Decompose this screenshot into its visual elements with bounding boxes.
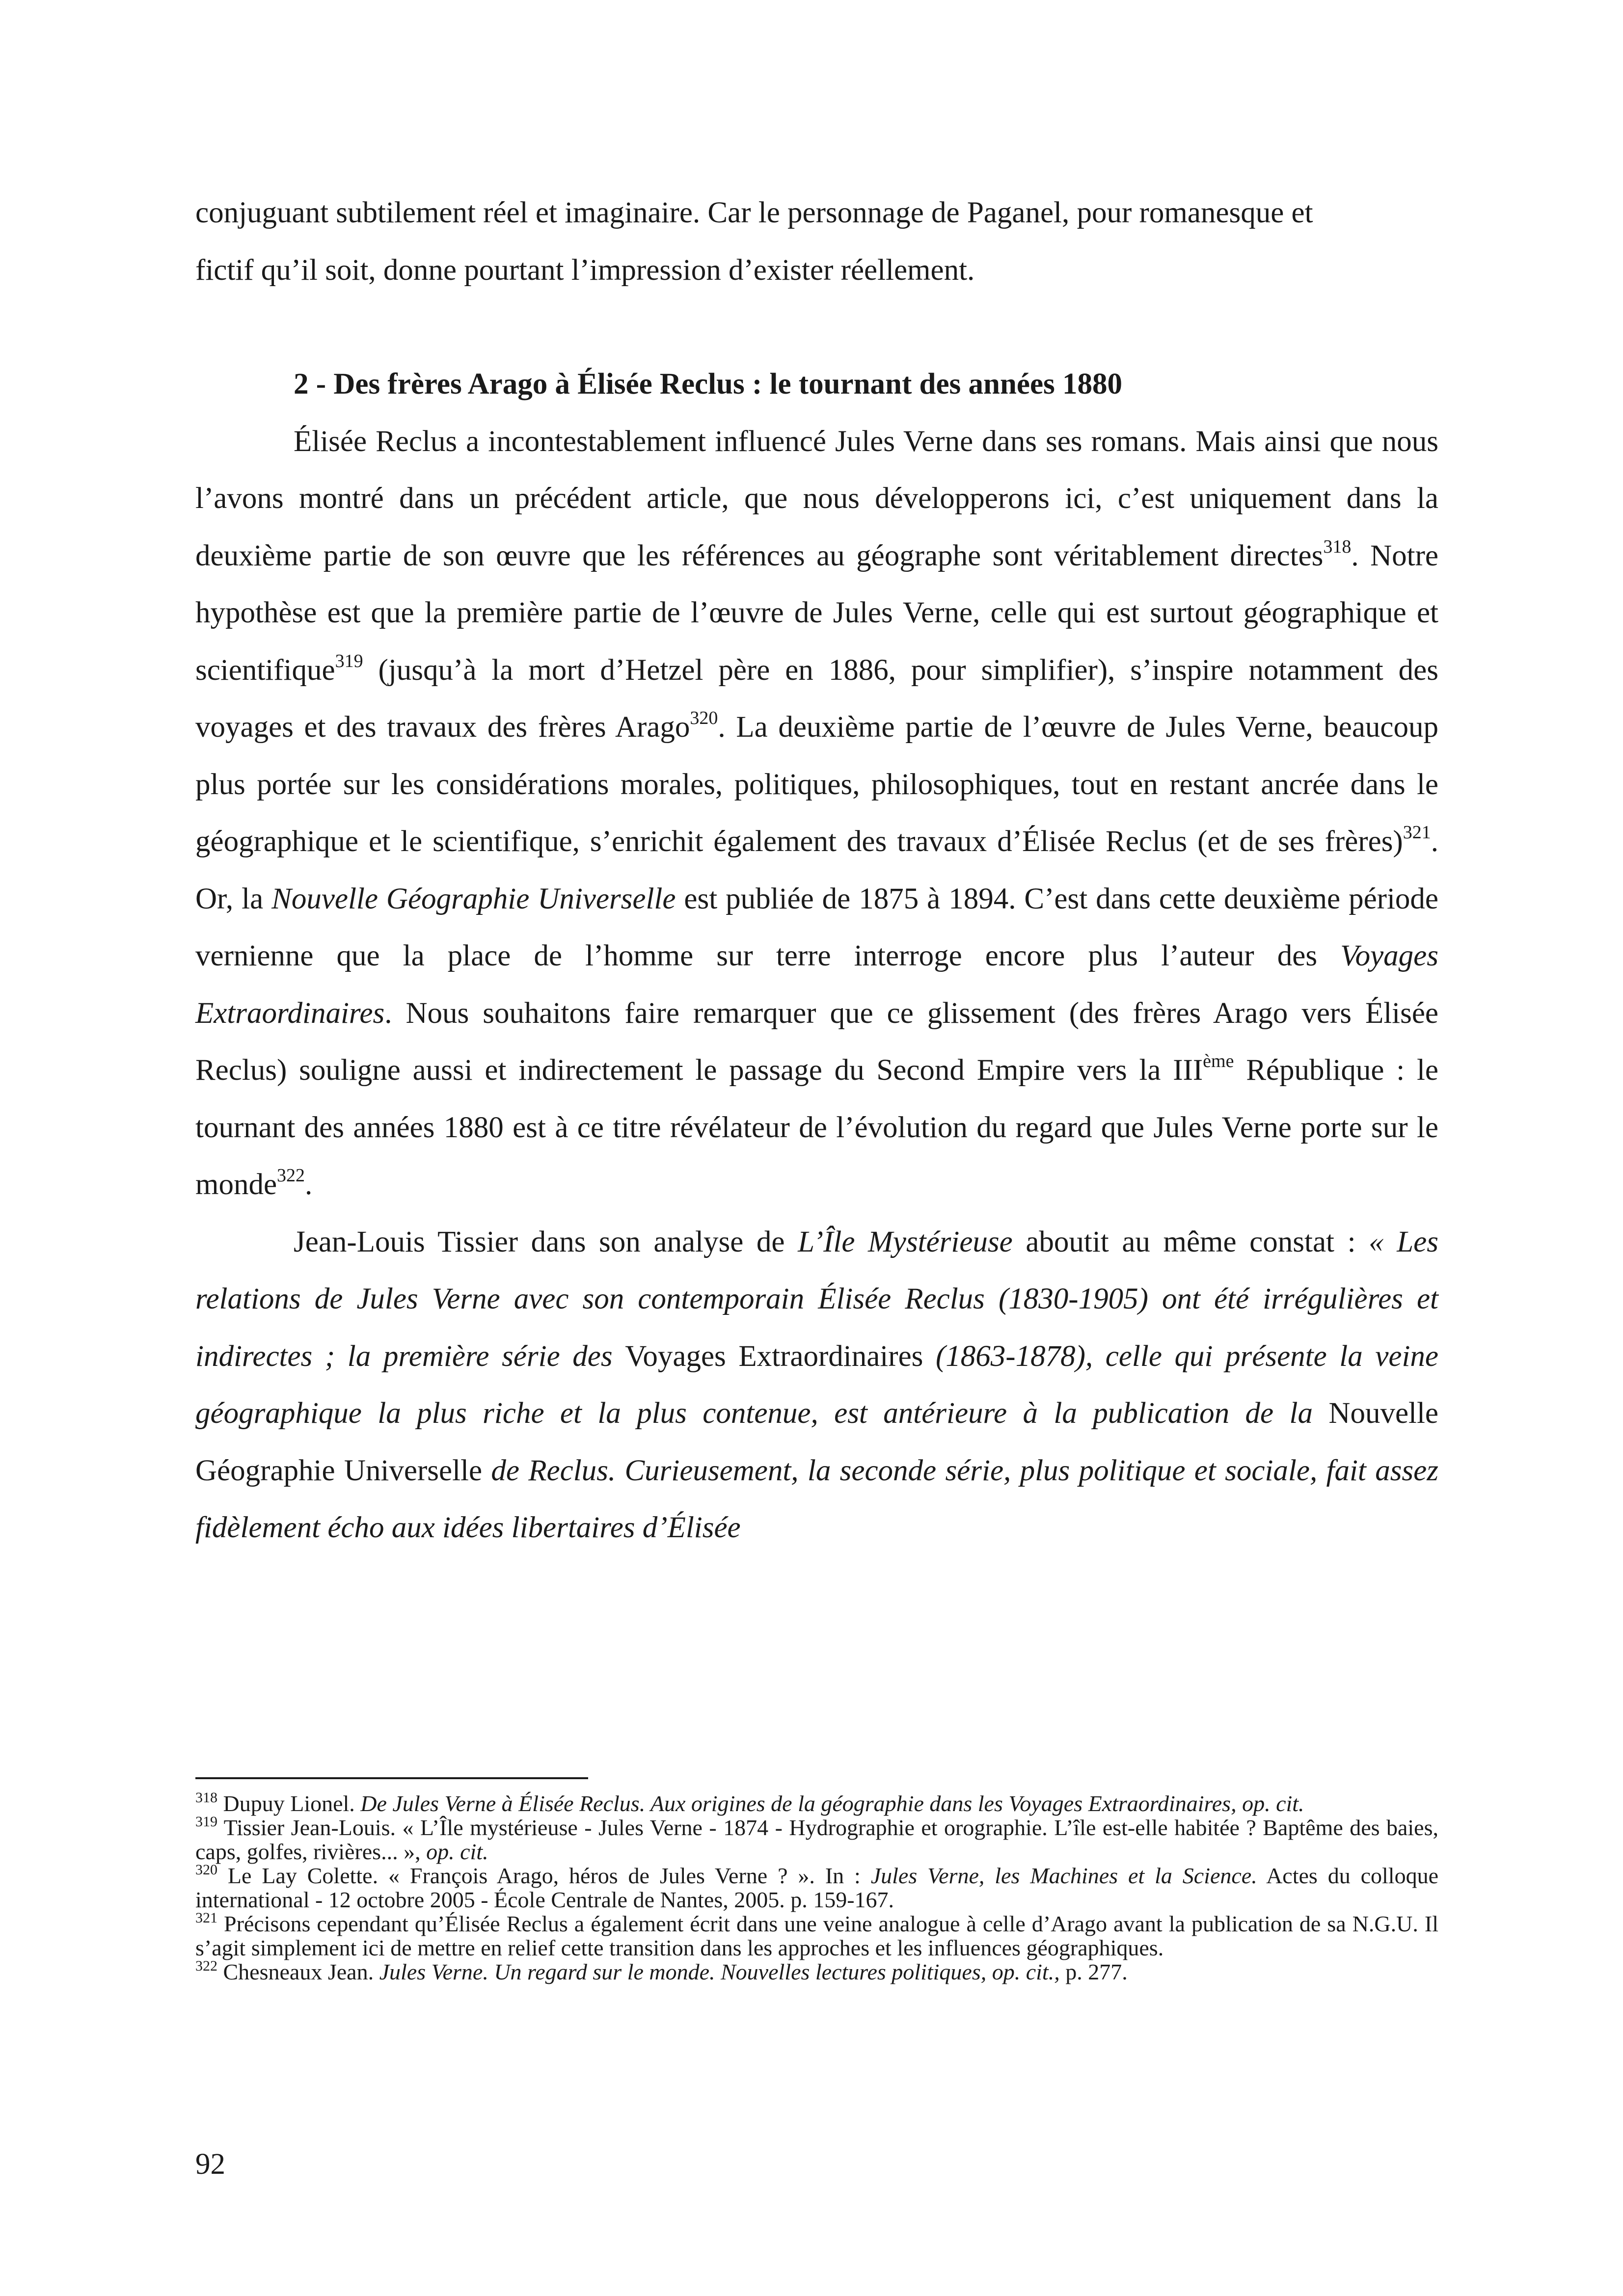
quote-text: « Les relations de Jules Verne avec son contemporain Élisée Reclus (1830-1905) ont été irrégulières et indirectes ; la première série des	[195, 1225, 1438, 1373]
italic-title: L’Île Mystérieuse	[798, 1225, 1013, 1258]
paragraph-2	[195, 1214, 1438, 1557]
section-heading: 2 - Des frères Arago à Élisée Reclus : le tournant des années 1880	[294, 368, 1123, 400]
paragraph-text: est publiée de 1875 à 1894. C’est dans cette deuxième période vernienne que la place de l’homme sur terre interroge encore plus l’auteur des	[195, 882, 1439, 972]
footnote-321	[195, 1912, 1438, 1960]
footnote-number: 321	[195, 1910, 217, 1926]
footnote-number: 322	[195, 1958, 217, 1974]
intro-line-2: fictif qu’il soit, donne pourtant l’impression d’exister réellement.	[195, 253, 975, 287]
footnotes	[195, 1791, 1438, 1984]
paragraph-text: Élisée Reclus a incontestablement influencé Jules Verne dans ses romans. Mais ainsi que nous l’avons montré dans un précédent article, que nous développerons ici, c’est uniquement dans la deuxième partie de son œuvre que les références au géographe sont véritablement directes	[195, 425, 1438, 572]
quote-text: (1863-1878), celle qui présente la veine géographique la plus riche et la plus contenue, est antérieure à la publication de la	[195, 1339, 1439, 1430]
paragraph-text: . La deuxième partie de l’œuvre de Jules Verne, beaucoup plus portée sur les considérations morales, politiques, philosophiques, tout en restant ancrée dans le géographique et le scientifique, s’enrichit également des travaux d’Élisée Reclus (et de ses frères)	[195, 711, 1438, 858]
footnote-text: Actes du colloque international - 12 octobre 2005 - École Centrale de Nantes, 2005. p. 159-167.	[195, 1863, 1439, 1912]
footnote-text: p. 277.	[1059, 1959, 1128, 1984]
footnote-text: Chesneaux Jean.	[217, 1959, 379, 1984]
italic-title: Nouvelle Géographie Universelle	[271, 882, 676, 915]
footnote-divider	[195, 1777, 588, 1779]
paragraph-text: .	[305, 1168, 313, 1201]
quote-roman-title: Voyages Extraordinaires	[625, 1339, 923, 1373]
footnote-319	[195, 1815, 1438, 1864]
paragraph-text: . Nous souhaitons faire remarquer que ce glissement (des frères Arago vers Élisée Reclus) souligne aussi et indirectement le passage du Second Empire vers la III	[195, 996, 1438, 1087]
paragraph-1	[195, 413, 1438, 1214]
footnote-text: Le Lay Colette. « François Arago, héros de Jules Verne ? ». In :	[217, 1863, 871, 1888]
footnote-320	[195, 1864, 1438, 1912]
footnote-ref-319[interactable]: 319	[335, 650, 363, 671]
footnote-italic: De Jules Verne à Élisée Reclus. Aux origines de la géographie dans les Voyages Extraordinaires, op. cit.	[360, 1791, 1304, 1816]
footnote-ref-322[interactable]: 322	[277, 1165, 305, 1186]
italic-title: Voyages Extraordinaires	[195, 939, 1438, 1030]
footnote-italic: op. cit.	[426, 1839, 488, 1864]
footnote-ref-321[interactable]: 321	[1403, 822, 1431, 843]
paragraph-text: aboutit au même constat :	[1012, 1225, 1369, 1258]
footnote-number: 319	[195, 1814, 217, 1830]
footnote-italic: Jules Verne. Un regard sur le monde. Nouvelles lectures politiques, op. cit.,	[379, 1959, 1060, 1984]
footnote-text: Tissier Jean-Louis. « L’Île mystérieuse - Jules Verne - 1874 - Hydrographie et orographie. L’île est-elle habitée ? Baptême des baies, caps, golfes, rivières... »,	[195, 1815, 1438, 1864]
paragraph-text: . Or, la	[195, 825, 1438, 915]
paragraph-text: République : le tournant des années 1880 est à ce titre révélateur de l’évolution du regard que Jules Verne porte sur le monde	[195, 1054, 1438, 1201]
footnote-318	[195, 1791, 1438, 1815]
intro-line-1: conjuguant subtilement réel et imaginaire. Car le personnage de Paganel, pour romanesque et	[195, 196, 1313, 229]
footnote-ref-320[interactable]: 320	[690, 708, 718, 728]
footnote-text: Précisons cependant qu’Élisée Reclus a également écrit dans une veine analogue à celle d’Arago avant la publication de sa N.G.U. Il s’agit simplement ici de mettre en relief cette transition dans les approches et les influences géographiques.	[195, 1911, 1438, 1960]
ordinal-superscript: ème	[1203, 1051, 1234, 1071]
footnote-text: Dupuy Lionel.	[217, 1791, 361, 1816]
footnote-italic: Jules Verne, les Machines et la Science.	[870, 1863, 1257, 1888]
quote-text: de Reclus. Curieusement, la seconde série, plus politique et sociale, fait assez fidèlement écho aux idées libertaires d’Élisée	[195, 1454, 1438, 1544]
footnote-number: 320	[195, 1862, 217, 1878]
footnote-number: 318	[195, 1789, 217, 1806]
footnote-322	[195, 1960, 1438, 1984]
paragraph-text: Jean-Louis Tissier dans son analyse de	[294, 1225, 798, 1258]
main-text	[195, 185, 1438, 1557]
paragraph-text: . Notre hypothèse est que la première partie de l’œuvre de Jules Verne, celle qui est surtout géographique et scientifique	[195, 539, 1438, 687]
footnote-ref-318[interactable]: 318	[1323, 536, 1352, 557]
paragraph-text: (jusqu’à la mort d’Hetzel père en 1886, pour simplifier), s’inspire notamment des voyages et des travaux des frères Arago	[195, 653, 1438, 744]
quote-roman-title: Nouvelle Géographie Universelle	[195, 1397, 1438, 1487]
page-number: 92	[195, 2148, 225, 2181]
